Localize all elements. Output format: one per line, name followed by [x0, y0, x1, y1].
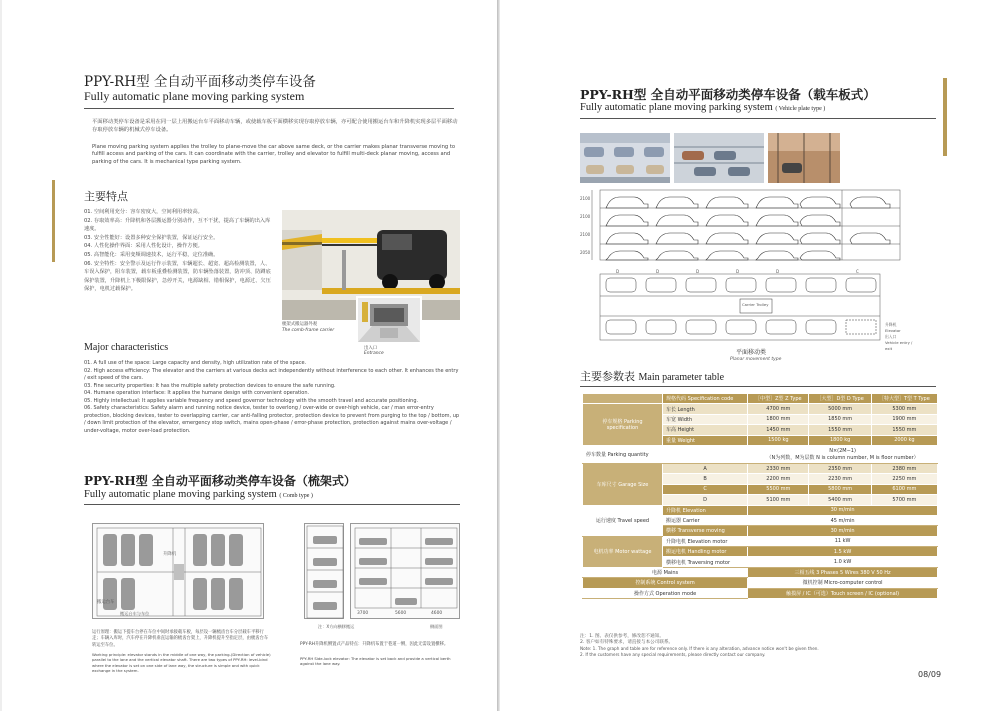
plan-label: 搬运台车 — [97, 600, 115, 605]
cell: 1.5 kW — [748, 547, 938, 557]
group-label: 车库尺寸 Garage Size — [583, 463, 663, 505]
table-header-row — [583, 394, 938, 404]
plan-title-cn: 平面移动类 — [736, 349, 767, 356]
comb-diagram-section — [350, 523, 460, 619]
cell: 4700 mm — [748, 404, 809, 414]
right-title-en-main: Fully automatic plane moving parking system — [580, 102, 773, 113]
header-cell: ［大型］D型 D Type — [809, 394, 871, 404]
exit-label-cn: 出入口 — [885, 334, 897, 339]
elevation-drawing — [580, 188, 920, 264]
feature-item: 01. 空间利用充分：容车密度大，空间利用率较高。 — [84, 209, 203, 215]
section-dim: 3700 — [357, 611, 369, 616]
operation-value: 触摸屏 / IC（可选）Touch screen / IC (optional) — [748, 588, 938, 598]
group-label: 运行速度 Travel speed — [583, 505, 663, 536]
cell: 2380 mm — [871, 463, 937, 473]
row-name: 升降机 Elevation — [663, 505, 748, 515]
cell: 1450 mm — [748, 425, 809, 435]
cell: 1800 kg — [809, 435, 871, 445]
comb-title-cn: PPY-RH型 全自动平面移动类停车设备（梳架式） — [84, 474, 356, 488]
plan-col-label: C — [856, 269, 859, 274]
cell: 1900 mm — [871, 414, 937, 424]
cell: 1500 kg — [748, 435, 809, 445]
notes — [580, 634, 940, 658]
cell: 5700 mm — [871, 495, 937, 505]
comb-divider — [84, 504, 460, 505]
entrance-caption-en: Entrance — [364, 351, 384, 356]
cell: 1850 mm — [809, 414, 871, 424]
table-heading-cn: 主要参数表 — [580, 370, 635, 383]
row-name: 车长 Length — [663, 404, 748, 414]
mains-value: 三相五线 3 Phases 5 Wires 380 V 50 Hz — [748, 567, 938, 577]
table-row — [583, 505, 938, 515]
trolley-label: Carrier Trolley — [742, 302, 769, 307]
garage-photo-3-art — [768, 133, 840, 183]
edge — [0, 0, 2, 711]
cell: 2250 mm — [871, 474, 937, 484]
entrance-photo — [356, 296, 422, 344]
cell: 5000 mm — [809, 404, 871, 414]
garage-photo-2-art — [674, 133, 764, 183]
feature-item: 04. 人性化操作界面：采用人性化设计，操作方便。 — [84, 243, 203, 250]
table-row — [583, 404, 938, 414]
major-item: 01. A full use of the space: Large capacity and density, high utilization rate of the space. — [84, 360, 307, 366]
cell: 1550 mm — [809, 425, 871, 435]
plan-title-en: Planar movement type — [730, 357, 782, 362]
gold-bar-left — [52, 180, 55, 262]
cell: 2350 mm — [809, 463, 871, 473]
qty-value — [748, 445, 938, 463]
comb-text-en: Working principle: elevator stands in the middle of one way, the parking-(Direction of vehicle) parallel to the lane and the vertical elevator shaft. There are two types of PPY-RH: level-bind where the elevator is set on one side of lane way, the structure is simple and with quick exchange in the system. — [92, 652, 271, 674]
section-title: 侧面图 — [430, 624, 443, 629]
plan-col-label: D — [696, 269, 700, 274]
cell: 1550 mm — [871, 425, 937, 435]
plan-drawing — [580, 269, 920, 351]
plan-caption: 搬运台车与车位 — [120, 611, 150, 616]
plan-col-label: D — [616, 269, 620, 274]
cell: 5400 mm — [809, 495, 871, 505]
elevation-art — [580, 188, 920, 264]
right-title-en-sub: ( Vehicle plate type ) — [775, 106, 826, 112]
cell: 5500 mm — [748, 484, 809, 494]
section-caption: 注：X方向横移搬运 — [318, 624, 355, 629]
dim-label: 2100 — [580, 196, 591, 201]
cell: 5300 mm — [871, 404, 937, 414]
table-heading — [580, 368, 724, 384]
note-cn: 注：1. 图、表仅供参考，修改恕不通知。 — [580, 634, 664, 639]
note-en: 2. If the customers have any special requirements, please directly contact our company. — [580, 652, 766, 657]
garage-photo-1-art — [580, 133, 670, 183]
features-list — [84, 208, 274, 294]
note-en: Note: 1. The graph and table are for reference only. If there is any alteration, advance notice won't be given then. — [580, 646, 819, 651]
header-cell: ［中型］Z型 Z Type — [748, 394, 809, 404]
comb-title-en-sub: ( Comb type ) — [279, 493, 313, 499]
cell: 2230 mm — [809, 474, 871, 484]
feature-item: 03. 安全性能好：设置多种安全保护装置，保证运行安全。 — [84, 234, 219, 241]
comb-diagram-side — [304, 523, 344, 619]
carrier-caption-cn: 梳架式搬运器外观 — [282, 322, 318, 327]
row-name: 车宽 Width — [663, 414, 748, 424]
comb-plan-art — [93, 524, 265, 620]
table-heading-en: Main parameter table — [638, 372, 725, 383]
section-dim: 4600 — [431, 611, 443, 616]
intro-en: Plane moving parking system applies the trolley to plane-move the car above same deck, or the carrier makes planar transverse moving to fulfill access and parking of the cars. It can coordinate with the carrier, trolley and elevator to fulfill multi-deck planar moving, access and parking of the cars. It is mechanical type parking system. — [92, 144, 456, 165]
page-number: 08/09 — [918, 670, 942, 679]
corner-cell — [583, 394, 663, 404]
intro-cn: 平面移动类停车设备是采用在同一层上用搬运台车平面移动车辆，或使载车板平面横移实现存取停放车辆，亦可配合使用搬运台车和升降机实现多层平面移动存取停放车辆的机械式停车设备。 — [92, 119, 458, 133]
cell: 1800 mm — [748, 414, 809, 424]
garage-photo-1 — [580, 133, 670, 183]
row-name: 横移电机 Traversing motor — [663, 557, 748, 567]
entrance-photo-art — [358, 298, 420, 342]
row-name: 搬运器 Carrier — [663, 515, 748, 525]
right-title-en — [580, 102, 825, 113]
major-item: 03. Fine security properties: It has the multiple safety protection devices to ensure the safe running. — [84, 382, 336, 389]
row-name: 重量 Weight — [663, 435, 748, 445]
cell: 5800 mm — [809, 484, 871, 494]
cell: 11 kW — [748, 536, 938, 546]
cell: 5100 mm — [748, 495, 809, 505]
feature-item: 05. 高智能化：采用变频调速技术，运行平稳，定位准确。 — [84, 251, 219, 258]
qty-note: （N为列数，M为层数 N is column number, M is floor number） — [766, 454, 919, 461]
gold-bar-right — [943, 78, 947, 156]
table-divider — [580, 386, 936, 387]
exit-label-en: Vehicle entry / exit — [885, 340, 913, 351]
row-name: 横移 Transverse moving — [663, 526, 748, 536]
garage-photo-3 — [768, 133, 840, 183]
parameter-table — [582, 393, 938, 599]
plan-col-label: D — [656, 269, 660, 274]
right-title-divider — [580, 118, 936, 119]
plan-label: 升降机 — [163, 552, 177, 557]
cell: 30 m/min — [748, 526, 938, 536]
cell: 30 m/min — [748, 505, 938, 515]
carrier-caption-en: The comb-frame carrier — [282, 328, 335, 333]
cell: 6100 mm — [871, 484, 937, 494]
row-name: 升降电机 Elevation motor — [663, 536, 748, 546]
major-item: 02. High access efficiency: The elevator and the carriers at various decks act independently without interference to each other. It enhances the entry / exit speed of the cars. — [84, 367, 459, 381]
dim-label: 2050 — [580, 250, 591, 255]
table-row — [583, 567, 938, 577]
major-item: 06. Safety characteristics: Safety alarm and running notice device, tester to overlong / over-wide or over-high vehicle, car / man error-entry protection, blocking devices, tester to overlapping carrier, car anti-falling protector, protection device to prevent from purging to the top / bottom, up / down limit protection of the elevator, emergency stop switch, mains open-phase / error-phase protection, protection against mains over-voltage / under-voltage, motor over-load protection. — [84, 405, 460, 434]
comb-diagram-plan — [92, 523, 264, 619]
features-heading: 主要特点 — [84, 190, 128, 203]
major-list — [84, 360, 460, 435]
cell: 2200 mm — [748, 474, 809, 484]
header-cell: ［特大型］T型 T Type — [871, 394, 937, 404]
table-row — [583, 578, 938, 588]
dim-label: 2100 — [580, 214, 591, 219]
note-cn: 2. 客户如有特殊要求，请直接与本公司联系。 — [580, 640, 674, 645]
table-row — [583, 445, 938, 463]
row-name: C — [663, 484, 748, 494]
page-title-en: Fully automatic plane moving parking system — [84, 89, 305, 103]
comb-section-art — [351, 524, 461, 620]
major-item: 05. Highly intellectual: It applies variable frequency and speed governor technology with the smooth travel and accurate positioning. — [84, 397, 419, 404]
table-row — [583, 588, 938, 598]
side-text-cn: PPY-RH升降机侧置式产品特点：升降机布置于巷道一侧，因此无需设置横移。 — [300, 642, 449, 647]
comb-title-en — [84, 489, 313, 500]
row-name: 车高 Height — [663, 425, 748, 435]
plan-col-label: D — [776, 269, 780, 274]
table-row — [583, 536, 938, 546]
table-row — [583, 463, 938, 473]
right-title-cn: PPY-RH型 全自动平面移动类停车设备（载车板式） — [580, 87, 876, 102]
row-name: 搬运电机 Handling motor — [663, 547, 748, 557]
cell: 2330 mm — [748, 463, 809, 473]
control-label: 控制系统 Control system — [583, 578, 748, 588]
qty-formula: N×(2M−1) — [829, 447, 856, 454]
feature-item: 02. 存取效率高：升降机和各层搬运器分别动作，互不干扰，提高了车辆的出入库速度。 — [84, 217, 271, 233]
qty-label: 停车数量 Parking quantity — [583, 445, 748, 463]
control-value: 微机控制 Micro-computer control — [748, 578, 938, 588]
side-text-en: PPY-RH Side-lock elevator: The elevator is set back and provide a vertical berth against the lane way. — [300, 656, 451, 667]
cell: 1.0 kW — [748, 557, 938, 567]
header-cell: 规格代码 Specification code — [663, 394, 748, 404]
cell: 2000 kg — [871, 435, 937, 445]
entrance-caption-cn: 出入口 — [364, 346, 378, 351]
comb-side-art — [305, 524, 345, 620]
page-title-cn: PPY-RH型 全自动平面移动类停车设备 — [84, 74, 316, 90]
section-dim: 5600 — [395, 611, 407, 616]
group-label: 停车规格 Parking specification — [583, 404, 663, 446]
right-page — [500, 0, 1000, 711]
comb-text-cn: 运行原理：搬运下提车台停在车位中间时承接载车板，每层设一辆梳齿台车分层载车平移行走；车辆入库时，汽车停在升降机垂直运输的梳齿台架上，升降机提升至指定层，由梳齿台车转运至车位。 — [92, 630, 269, 648]
plan-art — [580, 272, 920, 346]
row-name: B — [663, 474, 748, 484]
mains-label: 电源 Mains — [583, 567, 748, 577]
operation-label: 操作方式 Operation mode — [583, 588, 748, 598]
group-label: 电机功率 Motor wattage — [583, 536, 663, 567]
elevator-label-cn: 升降机 — [885, 322, 897, 327]
major-item: 04. Humane operation interface: It applies the humane design with convenient operation. — [84, 390, 310, 396]
dim-label: 2100 — [580, 232, 591, 237]
cell: 45 m/min — [748, 515, 938, 525]
elevator-label-en: Elevator — [885, 328, 901, 333]
row-name: D — [663, 495, 748, 505]
comb-title-en-main: Fully automatic plane moving parking system — [84, 489, 277, 500]
major-heading: Major characteristics — [84, 342, 169, 353]
title-divider — [84, 108, 454, 109]
garage-photo-2 — [674, 133, 764, 183]
row-name: A — [663, 463, 748, 473]
plan-col-label: D — [736, 269, 740, 274]
feature-item: 06. 安全特性：安全警示及运行作示装置，车辆超长、超宽、超高检测装置，人、车误入保护，阻车装置，载车板重叠检测装置，防车辆坠落装置，防冲顶、防蹲底保护装置，升降机上下极限保护，急停开关，电源缺相、错相保护，电源过、欠压保护，电机过载保护。 — [84, 260, 271, 293]
